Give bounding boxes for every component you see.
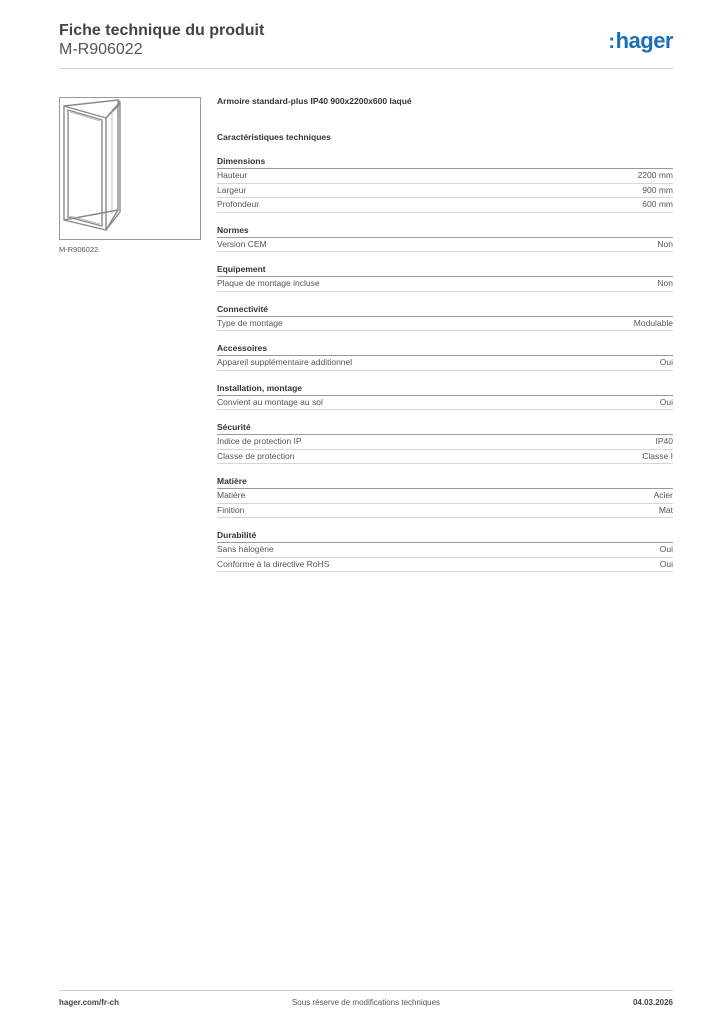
spec-group-title: Accessoires	[217, 342, 673, 356]
spec-value: Acier	[653, 490, 673, 500]
spec-groups	[217, 155, 673, 572]
spec-label: Convient au montage au sol	[217, 396, 323, 407]
spec-label: Largeur	[217, 184, 247, 195]
product-reference: M-R906022	[59, 41, 143, 58]
spec-row	[217, 184, 673, 199]
footer-date: 04.03.2026	[632, 998, 673, 1007]
logo-text: hager	[615, 28, 673, 53]
spec-row	[217, 558, 673, 573]
footer-notice: Sous réserve de modifications techniques	[291, 998, 441, 1007]
spec-group-title: Matière	[217, 475, 673, 489]
specs-heading: Caractéristiques techniques	[217, 132, 331, 142]
footer-website: hager.com/fr-ch	[59, 998, 120, 1007]
spec-row	[217, 489, 673, 504]
spec-row	[217, 356, 673, 371]
specifications-panel	[217, 94, 673, 572]
spec-label: Hauteur	[217, 170, 248, 180]
spec-group-title: Normes	[217, 224, 673, 238]
spec-group	[217, 303, 673, 332]
spec-value: Oui	[659, 396, 673, 407]
image-caption: M-R906022	[59, 245, 99, 254]
spec-label: Type de montage	[217, 317, 283, 328]
spec-row	[217, 198, 673, 213]
spec-row	[217, 396, 673, 411]
spec-group	[217, 529, 673, 572]
spec-label: Plaque de montage incluse	[217, 278, 320, 288]
spec-label: Sans halogène	[217, 544, 274, 554]
spec-value: 2200 mm	[637, 170, 673, 180]
spec-label: Matière	[217, 490, 246, 500]
spec-group-title: Dimensions	[217, 155, 673, 169]
spec-group	[217, 263, 673, 292]
cabinet-frame-illustration	[60, 98, 200, 239]
spec-row	[217, 238, 673, 253]
spec-row	[217, 504, 673, 519]
logo-colon-mark: :	[608, 31, 615, 53]
footer-divider	[59, 990, 673, 991]
header-divider	[59, 68, 673, 69]
spec-label: Classe de protection	[217, 450, 295, 461]
spec-value: Classe I	[642, 450, 673, 461]
document-title: Fiche technique du produit	[59, 22, 265, 39]
hager-logo	[608, 28, 673, 55]
spec-value: Oui	[659, 544, 673, 554]
spec-value: 600 mm	[642, 199, 673, 209]
spec-label: Conforme à la directive RoHS	[217, 558, 330, 569]
spec-label: Version CEM	[217, 238, 267, 249]
spec-group	[217, 421, 673, 464]
spec-row	[217, 543, 673, 558]
product-name: Armoire standard-plus IP40 900x2200x600 laqué	[217, 96, 412, 106]
spec-label: Profondeur	[217, 199, 260, 209]
spec-value: Non	[657, 278, 673, 288]
spec-value: Oui	[659, 558, 673, 569]
spec-value: Non	[657, 238, 673, 249]
spec-group	[217, 342, 673, 371]
spec-value: Oui	[659, 357, 673, 367]
spec-label: Indice de protection IP	[217, 436, 302, 446]
spec-group	[217, 382, 673, 411]
spec-row	[217, 277, 673, 292]
spec-row	[217, 169, 673, 184]
spec-value: 900 mm	[642, 184, 673, 195]
spec-group-title: Equipement	[217, 263, 673, 277]
spec-row	[217, 317, 673, 332]
spec-label: Finition	[217, 504, 245, 515]
page-header	[59, 22, 673, 59]
product-image	[59, 97, 201, 240]
spec-group-title: Sécurité	[217, 421, 673, 435]
spec-group	[217, 155, 673, 213]
spec-row	[217, 450, 673, 465]
spec-group	[217, 224, 673, 253]
spec-group-title: Connectivité	[217, 303, 673, 317]
spec-value: Modulable	[633, 317, 673, 328]
spec-value: Mat	[658, 504, 673, 515]
spec-group	[217, 475, 673, 518]
spec-row	[217, 435, 673, 450]
spec-label: Appareil supplémentaire additionnel	[217, 357, 353, 367]
spec-value: IP40	[655, 436, 673, 446]
spec-group-title: Durabilité	[217, 529, 673, 543]
spec-group-title: Installation, montage	[217, 382, 673, 396]
